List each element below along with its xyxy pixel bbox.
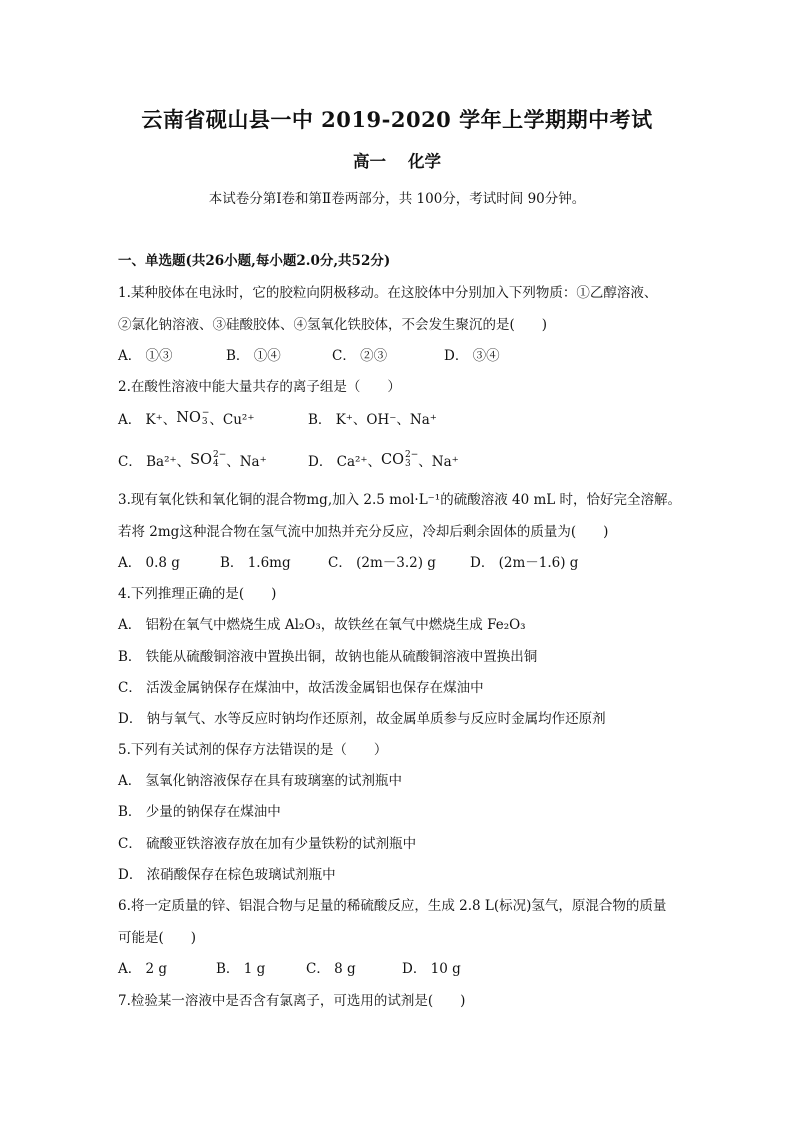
question-3-option-c: C． (2m－3.2) g [328, 555, 436, 571]
question-1-stem-line-1: 1.某种胶体在电泳时，它的胶粒向阴极移动。在这胶体中分别加入下列物质：①乙醇溶液、 [118, 285, 658, 301]
question-6-option-b: B． 1 g [216, 961, 266, 977]
question-1-option-c: C． ②③ [332, 348, 388, 364]
question-5-stem: 5.下列有关试剂的保存方法错误的是（ ） [118, 742, 388, 758]
question-4-option-c: C． 活泼金属钠保存在煤油中，故活泼金属铝也保存在煤油中 [118, 680, 484, 696]
question-2-option-d: D． Ca²⁺、 CO 2− 3 、Na⁺ [308, 450, 459, 470]
question-6-options [118, 957, 461, 977]
question-1-option-a: A． ①③ [118, 348, 173, 364]
question-3-stem-line-1: 3.现有氧化铁和氧化铜的混合物mg,加入 2.5 mol·L⁻¹的硫酸溶液 40 mL 时，恰好完全溶解。 [118, 492, 682, 508]
question-1-options [118, 344, 500, 364]
question-3-option-b: B． 1.6mg [220, 555, 291, 571]
section-heading: 一、单选题(共26小题,每小题2.0分,共52分) [118, 253, 391, 269]
question-1-option-b: B． ①④ [226, 348, 281, 364]
question-2-options-cd [118, 450, 459, 470]
question-1-option-d: D． ③④ [444, 348, 500, 364]
question-2-option-a: A． K⁺、 NO − 3 、Cu²⁺ [118, 408, 255, 428]
question-5-option-a: A． 氢氧化钠溶液保存在具有玻璃塞的试剂瓶中 [118, 773, 403, 789]
nitrate-formula: NO [176, 410, 201, 426]
question-3-stem-line-2: 若将 2mg这种混合物在氢气流中加热并充分反应，冷却后剩余固体的质量为( ) [118, 524, 609, 540]
grade-label: 高一 [353, 152, 386, 171]
question-6-option-c: C． 8 g [306, 961, 356, 977]
question-2-options-ab [118, 408, 437, 428]
question-2-option-c: C． Ba²⁺、 SO 2− 4 、Na⁺ [118, 450, 267, 470]
question-5-option-b: B． 少量的钠保存在煤油中 [118, 804, 281, 820]
question-2-option-b: B． K⁺、OH⁻、Na⁺ [308, 412, 437, 428]
question-6-stem-line-1: 6.将一定质量的锌、铝混合物与足量的稀硫酸反应，生成 2.8 L(标况)氢气，原混合物的质量 [118, 898, 667, 914]
question-4-option-d: D． 钠与氧气、水等反应时钠均作还原剂，故金属单质参与反应时金属均作还原剂 [118, 711, 606, 727]
question-3-options [118, 551, 578, 571]
question-4-stem: 4.下列推理正确的是( ) [118, 586, 277, 602]
question-6-option-a: A． 2 g [118, 961, 168, 977]
question-2-stem: 2.在酸性溶液中能大量共存的离子组是（ ） [118, 379, 401, 395]
question-6-option-d: D． 10 g [402, 961, 461, 977]
question-4-option-a: A． 铝粉在氧气中燃烧生成 Al₂O₃，故铁丝在氧气中燃烧生成 Fe₂O₃ [118, 617, 526, 633]
question-6-stem-line-2: 可能是( ) [118, 930, 197, 946]
carbonate-formula: CO [381, 452, 405, 468]
question-3-option-d: D． (2m－1.6) g [470, 555, 579, 571]
exam-title: 云南省砚山县一中 2019-2020 学年上学期期中考试 [141, 107, 653, 132]
exam-subtitle [0, 148, 794, 172]
question-7-stem: 7.检验某一溶液中是否含有氯离子，可选用的试剂是( ) [118, 993, 466, 1009]
question-5-option-c: C． 硫酸亚铁溶液存放在加有少量铁粉的试剂瓶中 [118, 836, 417, 852]
exam-intro: 本试卷分第Ⅰ卷和第Ⅱ卷两部分，共 100分，考试时间 90分钟。 [208, 191, 586, 207]
question-1-stem-line-2: ②氯化钠溶液、③硅酸胶体、④氢氧化铁胶体，不会发生聚沉的是( ) [118, 317, 548, 333]
question-3-option-a: A． 0.8 g [118, 555, 180, 571]
sulfate-formula: SO [190, 452, 212, 468]
question-5-option-d: D． 浓硝酸保存在棕色玻璃试剂瓶中 [118, 867, 336, 883]
question-4-option-b: B． 铁能从硫酸铜溶液中置换出铜，故钠也能从硫酸铜溶液中置换出铜 [118, 649, 538, 665]
subject-label: 化学 [408, 152, 441, 171]
